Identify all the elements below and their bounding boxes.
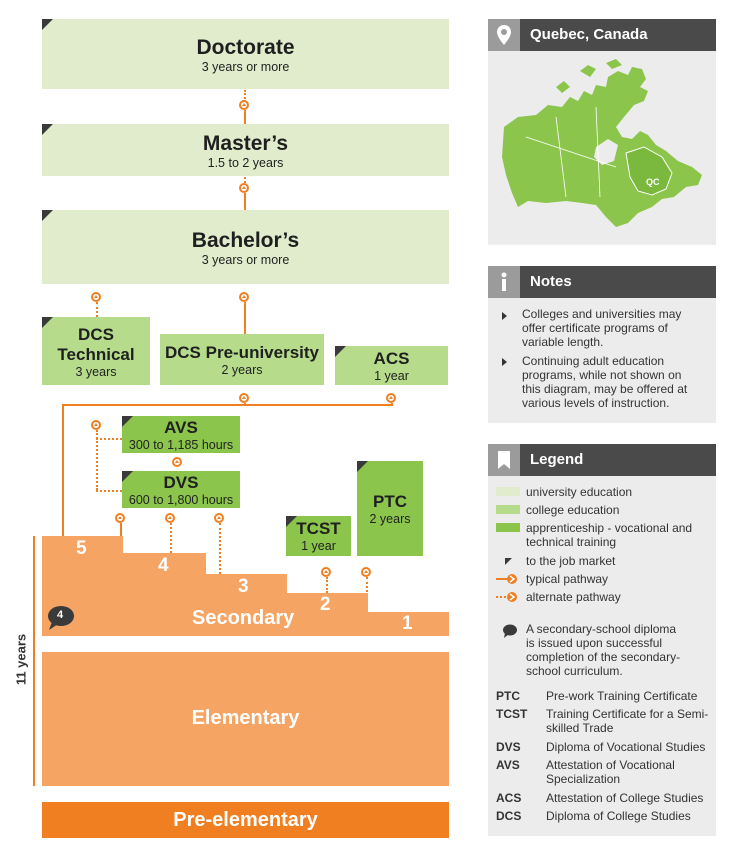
legend-panel-title: Legend [530, 451, 584, 468]
info-icon [488, 266, 520, 298]
tcst-duration: 1 year [301, 539, 336, 553]
legend-apprenticeship: apprenticeship - vocational and technical training [526, 521, 693, 549]
doctorate-duration: 3 years or more [201, 60, 290, 74]
job-market-marker [122, 416, 133, 427]
pathway-arrow-icon [91, 420, 101, 430]
bookmark-icon [488, 444, 520, 476]
pathway-line [326, 577, 328, 593]
doctorate-box [42, 19, 449, 89]
abbr-tcst: TCST [496, 707, 528, 721]
pathway-arrow-icon [239, 183, 249, 193]
grade-step-4: 4 [158, 555, 169, 576]
pathway-line [96, 302, 98, 317]
pathway-arrow-icon [115, 513, 125, 523]
dcs-technical-box [42, 317, 150, 385]
pre-elementary-box [42, 802, 449, 838]
job-market-icon [505, 558, 512, 565]
legend-university: university education [526, 485, 633, 499]
avs-box [122, 416, 240, 453]
masters-duration: 1.5 to 2 years [207, 156, 284, 170]
grade-step-2: 2 [320, 594, 331, 615]
legend-diploma-note: A secondary-school diploma is issued upon successful completion of the secondary-school curriculum. [526, 622, 681, 678]
abbr-acs-def: Attestation of College Studies [546, 791, 704, 805]
abbr-dcs: DCS [496, 809, 522, 823]
alternate-pathway-icon [496, 591, 520, 603]
note-item: Colleges and universities may offer certificate programs of variable length. [522, 307, 682, 349]
legend-alternate-pathway: alternate pathway [526, 590, 621, 604]
legend-job-market: to the job market [526, 554, 616, 568]
dcs-technical-title-line2: Technical [57, 345, 135, 364]
bachelors-duration: 3 years or more [201, 253, 290, 267]
bachelors-title: Bachelor’s [191, 229, 300, 252]
avs-title: AVS [164, 418, 198, 437]
pathway-arrow-icon [361, 567, 371, 577]
notes-panel-header [488, 266, 716, 298]
pathway-line [120, 523, 122, 536]
acs-box [335, 346, 448, 385]
job-market-marker [357, 461, 368, 472]
pathway-arrow-icon [91, 292, 101, 302]
pathway-line [244, 193, 246, 210]
bullet-icon [502, 358, 507, 366]
abbr-avs: AVS [496, 758, 520, 772]
dvs-box [122, 471, 240, 508]
pathway-arrow-icon [386, 393, 396, 403]
job-market-marker [286, 516, 297, 527]
pathway-arrow-icon [239, 292, 249, 302]
map-panel [488, 19, 716, 245]
legend-panel [488, 444, 716, 836]
dcs-preuniversity-duration: 2 years [221, 363, 263, 377]
notes-panel [488, 266, 716, 423]
legend-typical-pathway: typical pathway [526, 572, 609, 586]
pathway-line [62, 404, 64, 536]
bachelors-box [42, 210, 449, 284]
dcs-preuniversity-title: DCS Pre-university [165, 343, 319, 362]
typical-pathway-icon [496, 573, 520, 585]
grade-step-5: 5 [76, 538, 87, 559]
pathway-arrow-icon [321, 567, 331, 577]
legend-college: college education [526, 503, 620, 517]
pathway-line [219, 523, 221, 574]
job-market-marker [122, 471, 133, 482]
dcs-preuniversity-box [160, 334, 324, 385]
pathway-line [96, 490, 122, 492]
pathway-arrow-icon [172, 457, 182, 467]
doctorate-title: Doctorate [196, 36, 295, 59]
pre-elementary-label: Pre-elementary [173, 809, 318, 831]
abbr-avs-def: Attestation of Vocational Specialization [546, 758, 675, 786]
job-market-marker [335, 346, 346, 357]
ptc-box [357, 461, 423, 556]
pathway-arrow-icon [214, 513, 224, 523]
pathway-line [170, 523, 172, 553]
university-swatch [496, 487, 520, 496]
pathway-arrow-icon [239, 393, 249, 403]
location-pin-icon [488, 19, 520, 51]
ptc-duration: 2 years [369, 512, 411, 526]
elementary-box [42, 652, 449, 786]
abbr-acs: ACS [496, 791, 522, 805]
grade-step-3: 3 [238, 576, 249, 597]
acs-duration: 1 year [374, 369, 409, 383]
masters-title: Master’s [202, 132, 289, 155]
grade-step-1: 1 [402, 613, 413, 634]
pathway-line [62, 404, 393, 406]
abbr-dvs-def: Diploma of Vocational Studies [546, 740, 706, 754]
job-market-marker [42, 19, 53, 30]
bullet-icon [502, 312, 507, 320]
ptc-title: PTC [373, 492, 407, 511]
pathway-line [96, 438, 122, 440]
masters-box [42, 124, 449, 176]
pathway-line [244, 110, 246, 124]
job-market-marker [42, 210, 53, 221]
pathway-arrow-icon [165, 513, 175, 523]
abbr-dvs: DVS [496, 740, 521, 754]
tcst-title: TCST [296, 519, 341, 538]
apprenticeship-swatch [496, 523, 520, 532]
avs-duration: 300 to 1,185 hours [128, 438, 234, 452]
abbr-dcs-def: Diploma of College Studies [546, 809, 691, 823]
pathway-line [244, 302, 246, 334]
diploma-speech-number: 4 [57, 609, 64, 621]
dcs-technical-duration: 3 years [75, 365, 117, 379]
tcst-box [286, 516, 351, 556]
college-swatch [496, 505, 520, 514]
job-market-marker [42, 124, 53, 135]
years-label: 11 years [13, 633, 29, 686]
canada-map [496, 57, 710, 239]
elementary-label: Elementary [191, 707, 300, 729]
dvs-duration: 600 to 1,800 hours [128, 493, 234, 507]
notes-panel-title: Notes [530, 273, 572, 290]
map-panel-title: Quebec, Canada [530, 26, 648, 43]
secondary-label: Secondary [192, 607, 295, 629]
quebec-label: QC [646, 177, 660, 187]
note-item: Continuing adult education programs, while not shown on this diagram, may be offered at various levels of instruction. [522, 354, 688, 410]
legend-panel-header [488, 444, 716, 476]
abbr-tcst-def: Training Certificate for a Semi-skilled Trade [546, 707, 709, 735]
map-panel-header [488, 19, 716, 51]
pathway-arrow-icon [239, 100, 249, 110]
dcs-technical-title-line1: DCS [78, 325, 114, 344]
years-bracket [33, 536, 35, 786]
diploma-speech-icon [502, 624, 518, 638]
abbr-ptc: PTC [496, 689, 520, 703]
dvs-title: DVS [163, 473, 199, 492]
abbr-ptc-def: Pre-work Training Certificate [546, 689, 698, 703]
acs-title: ACS [373, 349, 410, 368]
job-market-marker [42, 317, 53, 328]
